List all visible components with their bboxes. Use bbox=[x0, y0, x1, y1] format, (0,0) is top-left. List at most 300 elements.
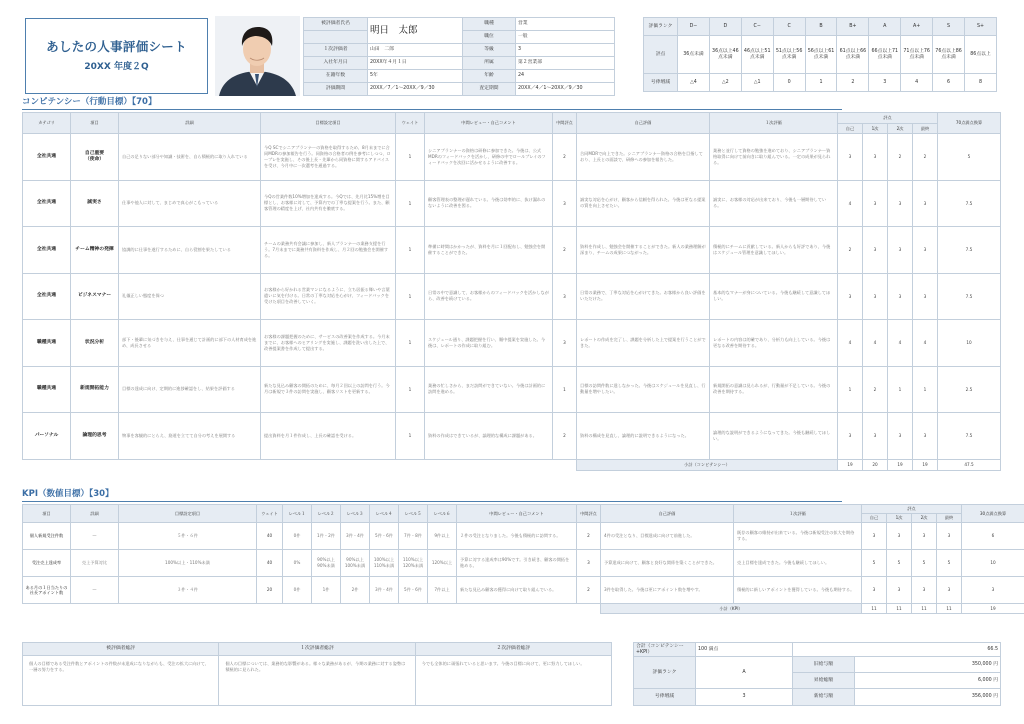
rank-pay-step: △1 bbox=[741, 74, 773, 92]
subtotal-spacer bbox=[23, 459, 577, 470]
competency-score-final: 3 bbox=[913, 413, 938, 460]
competency-score-first: 3 bbox=[863, 413, 888, 460]
kpi-goal: ３件・４件 bbox=[119, 577, 257, 604]
competency-score-final: 2 bbox=[913, 134, 938, 181]
kpi-score-first: 3 bbox=[887, 523, 912, 550]
kpi-col-level: レベル６ bbox=[428, 505, 457, 523]
kpi-col-scores: 評点 bbox=[862, 505, 962, 514]
competency-mid-comment: スケジュール通り、課題把握を行い、順中提案を実施した。今後は、レポートの作成に取り組む。 bbox=[425, 320, 553, 367]
kpi-score-final: 3 bbox=[937, 523, 962, 550]
rank-label: A+ bbox=[901, 18, 933, 36]
total-value: 66.5 bbox=[793, 643, 1001, 657]
info-label-job: 職種 bbox=[463, 18, 516, 31]
kpi-level: 9件以上 bbox=[428, 523, 457, 550]
col-mid-comment: 中間レビュー・自己コメント bbox=[425, 113, 553, 134]
kpi-score-second: 5 bbox=[912, 550, 937, 577]
rank-label: D− bbox=[678, 18, 710, 36]
kpi-row bbox=[23, 550, 1024, 577]
kpi-level: 100%以上 110%未満 bbox=[370, 550, 399, 577]
competency-category: 全社共通 bbox=[23, 273, 71, 320]
competency-detail: 自己の足りない部分や知識・技術を、自ら積極的に取り入れている bbox=[119, 134, 261, 181]
kpi-level: 2件 bbox=[341, 577, 370, 604]
competency-subtotal-converted: 47.5 bbox=[938, 459, 1001, 470]
competency-score-second: 1 bbox=[888, 366, 913, 413]
kpi-score-converted: 3 bbox=[962, 577, 1024, 604]
info-label-tenure: 在籍年数 bbox=[304, 70, 368, 83]
kpi-level: 5件・6件 bbox=[399, 577, 428, 604]
kpi-col-converted: 30点満点換算 bbox=[962, 505, 1024, 523]
old-salary-value: 350,000 円 bbox=[855, 657, 1001, 673]
competency-mid-score: 2 bbox=[553, 413, 577, 460]
kpi-col-weight: ウェイト bbox=[257, 505, 283, 523]
rank-pay-label: 号俸増減 bbox=[644, 74, 678, 92]
competency-weight: 1 bbox=[396, 273, 425, 320]
kpi-level: 3件・4件 bbox=[370, 577, 399, 604]
kpi-divider bbox=[22, 501, 842, 502]
rank-pay-step: 3 bbox=[869, 74, 901, 92]
kpi-score-final: 3 bbox=[937, 577, 962, 604]
col-scores: 評点 bbox=[838, 113, 938, 124]
kpi-first-eval: 売上目標を達成できた。今後も継続してほしい。 bbox=[734, 550, 862, 577]
kpi-level: 0% bbox=[283, 550, 312, 577]
competency-mid-score: 1 bbox=[553, 366, 577, 413]
info-label-eval-period: 評価期間 bbox=[304, 83, 368, 96]
competency-mid-comment: 顧客管理表の整理が遅れている。今後は効率的に、抜け漏れのないように改善を図る。 bbox=[425, 180, 553, 227]
kpi-weight: 40 bbox=[257, 523, 283, 550]
competency-row bbox=[23, 320, 1001, 367]
competency-score-first: 3 bbox=[863, 227, 888, 274]
kpi-level: 0件 bbox=[283, 577, 312, 604]
kpi-subtotal-row bbox=[23, 604, 1024, 614]
kpi-col-detail: 詳細 bbox=[71, 505, 119, 523]
competency-score-first: 3 bbox=[863, 134, 888, 181]
raise-label: 昇給総額 bbox=[793, 673, 855, 689]
kpi-score-converted: 6 bbox=[962, 523, 1024, 550]
info-label-join-date: 入社年月日 bbox=[304, 57, 368, 70]
sheet-period: 20XX 年度２Q bbox=[84, 62, 149, 73]
competency-mid-score: 3 bbox=[553, 180, 577, 227]
info-label-name: 被評価者氏名 bbox=[304, 18, 368, 31]
competency-first-eval: 基本的なマナーが身についている。今後も継続して意識してほしい。 bbox=[710, 273, 838, 320]
kpi-subtotal-final: 11 bbox=[937, 604, 962, 614]
competency-weight: 1 bbox=[396, 227, 425, 274]
kpi-detail: — bbox=[71, 577, 119, 604]
kpi-col-mid-score: 中間評点 bbox=[577, 505, 601, 523]
competency-score-self: 3 bbox=[838, 134, 863, 181]
kpi-score-second: 3 bbox=[912, 523, 937, 550]
kpi-level: 0件 bbox=[283, 523, 312, 550]
rank-header-label: 評価ランク bbox=[644, 18, 678, 36]
competency-section-title: コンピテンシー（行動目標）【70】 bbox=[22, 97, 157, 107]
rank-label: S bbox=[933, 18, 965, 36]
competency-first-eval: 積極的にチームに貢献している。新人からも好評であり、今後はスケジュール管理を意識してほしい。 bbox=[710, 227, 838, 274]
kpi-level: 1件・2件 bbox=[312, 523, 341, 550]
competency-score-final: 1 bbox=[913, 366, 938, 413]
kpi-item: ある月の１日当たりの社長アポイント数 bbox=[23, 577, 71, 604]
info-label-assess-period: 査定期間 bbox=[463, 83, 516, 96]
pay-step-value: 3 bbox=[696, 689, 793, 706]
info-label-evaluator: １次評価者 bbox=[304, 44, 368, 57]
col-goal: 目標設定項目 bbox=[261, 113, 396, 134]
competency-score-second: 3 bbox=[888, 227, 913, 274]
competency-converted: 7.5 bbox=[938, 180, 1001, 227]
competency-first-eval: 論理的な説明ができるようになってきた。今後も継続してほしい。 bbox=[710, 413, 838, 460]
competency-subtotal-row bbox=[23, 459, 1001, 470]
col-weight: ウェイト bbox=[396, 113, 425, 134]
competency-detail: 部下・後輩に気づきを与え、仕事を通じて計画的に部下の人材育成を進め、成長させる bbox=[119, 320, 261, 367]
kpi-col-level: レベル４ bbox=[370, 505, 399, 523]
competency-score-final: 3 bbox=[913, 180, 938, 227]
sheet-title: あしたの人事評価シート bbox=[46, 38, 187, 54]
info-value-age: 24 bbox=[516, 70, 615, 83]
rank-score-range: 51点以上56点未満 bbox=[773, 36, 805, 74]
competency-mid-comment: 日常の中で意識して、お客様からのフィードバックを活かしながら、改善を続けている。 bbox=[425, 273, 553, 320]
competency-row bbox=[23, 366, 1001, 413]
kpi-score-final: 5 bbox=[937, 550, 962, 577]
total-full: 100 満点 bbox=[696, 643, 793, 657]
kpi-mid-score: 2 bbox=[577, 523, 601, 550]
rank-label: B+ bbox=[837, 18, 869, 36]
kpi-col-second: 2次 bbox=[912, 514, 937, 523]
competency-first-eval: 新規開拓の意識は見られるが、行動量が不足している。今後の改善を期待する。 bbox=[710, 366, 838, 413]
kpi-mid-comment: ２件の受注となりました。今後も積極的に訪問する。 bbox=[457, 523, 577, 550]
competency-score-first: 4 bbox=[863, 320, 888, 367]
info-value-tenure: 5年 bbox=[368, 70, 463, 83]
competency-score-self: 4 bbox=[838, 180, 863, 227]
info-value-job: 営業 bbox=[516, 18, 615, 31]
competency-score-second: 4 bbox=[888, 320, 913, 367]
competency-converted: 2.5 bbox=[938, 366, 1001, 413]
competency-item: 状況分析 bbox=[71, 320, 119, 367]
kpi-level: 1件 bbox=[312, 577, 341, 604]
competency-detail: 協調的に仕事を遂行するために、自ら役割を果たしている bbox=[119, 227, 261, 274]
competency-subtotal-self: 19 bbox=[838, 459, 863, 470]
new-salary-label: 新給与額 bbox=[793, 689, 855, 706]
competency-score-self: 3 bbox=[838, 273, 863, 320]
rank-score-range: 36点以上46点未満 bbox=[709, 36, 741, 74]
col-self: 自己 bbox=[838, 124, 863, 134]
info-label-blank bbox=[304, 31, 368, 44]
review-self-text: 個人の目標である受注件数とアポイントの件数が未達成になりながらも、受注の拡大に向けて、一層の努力をする。 bbox=[23, 656, 219, 706]
competency-score-final: 3 bbox=[913, 227, 938, 274]
kpi-col-level: レベル１ bbox=[283, 505, 312, 523]
kpi-self-eval: 3件を取得した。今後は更にアポイント数を増やす。 bbox=[601, 577, 734, 604]
competency-score-first: 3 bbox=[863, 273, 888, 320]
kpi-weight: 20 bbox=[257, 577, 283, 604]
competency-category: 全社共通 bbox=[23, 180, 71, 227]
kpi-col-mid-comment: 中間レビュー・自己コメント bbox=[457, 505, 577, 523]
kpi-level: 120%以上 bbox=[428, 550, 457, 577]
kpi-col-goal: 目標設定項目 bbox=[119, 505, 257, 523]
competency-row bbox=[23, 413, 1001, 460]
competency-mid-comment: 資料の作成はできているが、論理的な構成に課題がある。 bbox=[425, 413, 553, 460]
totals-table bbox=[633, 642, 1001, 706]
competency-divider bbox=[22, 109, 842, 110]
competency-row bbox=[23, 134, 1001, 181]
kpi-goal: ５件・６件 bbox=[119, 523, 257, 550]
rank-score-range: 86点以上 bbox=[965, 36, 997, 74]
rank-pay-step: 2 bbox=[837, 74, 869, 92]
kpi-first-eval: 積極的に新しいアポイントを獲得している。今後も期待する。 bbox=[734, 577, 862, 604]
competency-row bbox=[23, 227, 1001, 274]
col-category: カテゴリ bbox=[23, 113, 71, 134]
kpi-row bbox=[23, 577, 1024, 604]
competency-mid-comment: シニアプランナーの資格は研修に参加できた。今後は、公式MDRのフィードバックを活かし、研修の中でロールプレイのフィードバックを次回に活かせるように改善する。 bbox=[425, 134, 553, 181]
col-converted: 70点満点換算 bbox=[938, 113, 1001, 134]
kpi-score-first: 3 bbox=[887, 577, 912, 604]
competency-score-second: 3 bbox=[888, 273, 913, 320]
info-value-position: 一般 bbox=[516, 31, 615, 44]
rank-label: A bbox=[869, 18, 901, 36]
competency-converted: 7.5 bbox=[938, 273, 1001, 320]
competency-self-eval: 資料を作成し、勉強会を開催することができた。新人の業務理解が深まり、チームの成果につながった。 bbox=[577, 227, 710, 274]
competency-mid-comment: 準備に時間はかかったが、資料を月に１回配布し、勉強会を開催することができた。 bbox=[425, 227, 553, 274]
kpi-score-self: 3 bbox=[862, 523, 887, 550]
pay-step-label: 号俸増減 bbox=[634, 689, 696, 706]
kpi-detail: — bbox=[71, 523, 119, 550]
kpi-level: 90%以上 100%未満 bbox=[341, 550, 370, 577]
kpi-subtotal-label: 小計（KPI） bbox=[601, 604, 862, 614]
kpi-col-self: 自己 bbox=[862, 514, 887, 523]
competency-score-self: 2 bbox=[838, 227, 863, 274]
competency-weight: 1 bbox=[396, 366, 425, 413]
kpi-col-self-eval: 自己評価 bbox=[601, 505, 734, 523]
kpi-col-first-eval: １次評価 bbox=[734, 505, 862, 523]
kpi-goal: 100%以上・110%未満 bbox=[119, 550, 257, 577]
kpi-weight: 40 bbox=[257, 550, 283, 577]
info-value-name: 明日 太郎 bbox=[368, 18, 463, 44]
review-first-label: １次評価者総評 bbox=[219, 643, 415, 656]
competency-score-first: 2 bbox=[863, 366, 888, 413]
competency-converted: 7.5 bbox=[938, 227, 1001, 274]
info-value-assess-period: 20XX／4／1～20XX／9／30 bbox=[516, 83, 615, 96]
info-value-eval-period: 20XX／7／1～20XX／9／30 bbox=[368, 83, 463, 96]
rank-score-range: 61点以上66点未満 bbox=[837, 36, 869, 74]
competency-item: 論理的思考 bbox=[71, 413, 119, 460]
competency-detail: 物事を客観的にとらえ、筋道を立てて自分の考えを展開する bbox=[119, 413, 261, 460]
kpi-self-eval: 4件の受注となり、目標達成に向けて前進した。 bbox=[601, 523, 734, 550]
competency-first-eval: 誠実に、お客様の対応が出来ており、今後も一層期待している。 bbox=[710, 180, 838, 227]
kpi-item: 個人新規受注件数 bbox=[23, 523, 71, 550]
col-mid-score: 中間評点 bbox=[553, 113, 577, 134]
col-item: 項目 bbox=[71, 113, 119, 134]
competency-self-eval: 誠実な対応を心がけ、顧客から信頼を得られた。今後は更なる提案の質を向上させたい。 bbox=[577, 180, 710, 227]
competency-mid-score: 3 bbox=[553, 273, 577, 320]
info-label-age: 年齢 bbox=[463, 70, 516, 83]
info-value-grade: 3 bbox=[516, 44, 615, 57]
kpi-col-level: レベル５ bbox=[399, 505, 428, 523]
competency-subtotal-second: 19 bbox=[888, 459, 913, 470]
kpi-item: 受注売上達成率 bbox=[23, 550, 71, 577]
competency-weight: 1 bbox=[396, 180, 425, 227]
competency-weight: 1 bbox=[396, 413, 425, 460]
kpi-mid-score: 2 bbox=[577, 577, 601, 604]
review-table bbox=[22, 642, 612, 706]
info-label-grade: 等級 bbox=[463, 44, 516, 57]
competency-score-self: 1 bbox=[838, 366, 863, 413]
competency-converted: 5 bbox=[938, 134, 1001, 181]
total-label: 合計（コンピテンシー+KPI） bbox=[634, 643, 696, 657]
competency-item: 誠実さ bbox=[71, 180, 119, 227]
rank-score-range: 71点以上76点未満 bbox=[901, 36, 933, 74]
kpi-level: 110%以上 120%未満 bbox=[399, 550, 428, 577]
kpi-score-converted: 10 bbox=[962, 550, 1024, 577]
competency-score-self: 4 bbox=[838, 320, 863, 367]
competency-subtotal-final: 19 bbox=[913, 459, 938, 470]
competency-self-eval: 合同MDRで向上できた。シニアプランナー資格の合格を目指しており、上長との面談で、研修への参加を報告した。 bbox=[577, 134, 710, 181]
competency-goal: 提出資料を月１件作成し、上長の確認を受ける。 bbox=[261, 413, 396, 460]
kpi-subtotal-converted: 19 bbox=[962, 604, 1024, 614]
col-final: 最終 bbox=[913, 124, 938, 134]
competency-goal: 新たな見込み顧客の開拓のために、毎月２回以上の訪問を行う。今月は新規で３件の訪問を実施し、顧客リストを更新する。 bbox=[261, 366, 396, 413]
competency-first-eval: レポートの内容は的確であり、分析力も向上している。今後は更なる改善を期待する。 bbox=[710, 320, 838, 367]
competency-self-eval: 目標の訪問件数に達しなかった。今後はスケジュールを見直し、行動量を増やしたい。 bbox=[577, 366, 710, 413]
competency-mid-comment: 業務の忙しさから、まだ訪問ができていない。今後は計画的に訪問を進める。 bbox=[425, 366, 553, 413]
rank-pay-step: 0 bbox=[773, 74, 805, 92]
rank-pay-step: △2 bbox=[709, 74, 741, 92]
kpi-level: 7件・8件 bbox=[399, 523, 428, 550]
kpi-col-level: レベル３ bbox=[341, 505, 370, 523]
competency-goal: チームの業務共有会議に参加し、新人プランナーの業務支援を行う。7月末までに業務共有資料を作成し、月２回の勉強会を開催する。 bbox=[261, 227, 396, 274]
competency-category: パーソナル bbox=[23, 413, 71, 460]
rank-label: S+ bbox=[965, 18, 997, 36]
rank-label: C− bbox=[741, 18, 773, 36]
kpi-subtotal-second: 11 bbox=[912, 604, 937, 614]
kpi-self-eval: 予算達成に向けて、顧客と良好な関係を築くことができた。 bbox=[601, 550, 734, 577]
kpi-col-level: レベル２ bbox=[312, 505, 341, 523]
rank-label: D bbox=[709, 18, 741, 36]
competency-category: 全社共通 bbox=[23, 134, 71, 181]
rank-table bbox=[643, 17, 997, 92]
review-self-label: 被評価者総評 bbox=[23, 643, 219, 656]
competency-goal: 今Qの営業件数10%増加を達成する。今Qでは、先月比15%増を目標とし、お客様に対して、予算内での丁寧な提案を行う。また、顧客管理の精度を上げ、社内共有を徹底する。 bbox=[261, 180, 396, 227]
rank-pay-step: 8 bbox=[965, 74, 997, 92]
col-first: 1次 bbox=[863, 124, 888, 134]
kpi-subtotal-self: 11 bbox=[862, 604, 887, 614]
kpi-row bbox=[23, 523, 1024, 550]
competency-item: ビジネスマナー bbox=[71, 273, 119, 320]
competency-detail: 礼儀正しい態度を保つ bbox=[119, 273, 261, 320]
competency-category: 職種共通 bbox=[23, 320, 71, 367]
kpi-detail: 売上予算対比 bbox=[71, 550, 119, 577]
competency-goal: 今Q SCでシニアプランナーの資格を取得するため、8月末までに合同MDRの参加報告を行う。同資格の合格者の例を参考にしつつ、ロープレを実施し、その後上長・先輩から同資格に関するアドバイスを受け、今月中に一次選考を通過する。 bbox=[261, 134, 396, 181]
competency-mid-score: 3 bbox=[553, 320, 577, 367]
info-value-evaluator: 山田 二郎 bbox=[368, 44, 463, 57]
competency-goal: お客様の課題把握のために、サービスの改善案を作成する。今月末までに、お客様へのヒアリングを実施し、課題を洗い出した上で、改善提案書を作成して提出する。 bbox=[261, 320, 396, 367]
competency-mid-score: 2 bbox=[553, 227, 577, 274]
rank-pay-step: 6 bbox=[933, 74, 965, 92]
competency-category: 全社共通 bbox=[23, 227, 71, 274]
review-first-text: 個人の目標については、業務的な影響がある。様々な業務があるが、今期の業務に対する姿勢は積極的に見られた。 bbox=[219, 656, 415, 706]
competency-self-eval: 日常の業務で、丁寧な対応を心がけてきた。お客様から良い評価をいただけた。 bbox=[577, 273, 710, 320]
kpi-section-title: KPI（数値目標）【30】 bbox=[22, 489, 114, 499]
info-label-position: 職位 bbox=[463, 31, 516, 44]
competency-score-second: 3 bbox=[888, 413, 913, 460]
competency-weight: 1 bbox=[396, 134, 425, 181]
info-value-join-date: 20XX年４月１日 bbox=[368, 57, 463, 70]
competency-self-eval: 資料の構成を見直し、論理的に説明できるようになった。 bbox=[577, 413, 710, 460]
competency-score-second: 3 bbox=[888, 180, 913, 227]
competency-detail: 仕事や他人に対して、まじめで真心がこもっている bbox=[119, 180, 261, 227]
col-first-eval: １次評価 bbox=[710, 113, 838, 134]
info-label-department: 所属 bbox=[463, 57, 516, 70]
competency-weight: 1 bbox=[396, 320, 425, 367]
employee-photo bbox=[215, 16, 300, 96]
competency-converted: 10 bbox=[938, 320, 1001, 367]
raise-value: 6,000 円 bbox=[855, 673, 1001, 689]
competency-score-self: 3 bbox=[838, 413, 863, 460]
employee-info-table bbox=[303, 17, 615, 96]
review-second-label: ２次評価者総評 bbox=[415, 643, 611, 656]
competency-converted: 7.5 bbox=[938, 413, 1001, 460]
rank-label: C bbox=[773, 18, 805, 36]
info-value-department: 第２営業部 bbox=[516, 57, 615, 70]
rank-score-range: 46点以上51点未満 bbox=[741, 36, 773, 74]
kpi-col-item: 項目 bbox=[23, 505, 71, 523]
rank-label: B bbox=[805, 18, 837, 36]
competency-goal: お客様から好かれる営業マンになるように、立ち居振る舞いや言葉遣いに気を付ける。日常の丁寧な対応を心がけ、フィードバックを受けた項目を改善していく。 bbox=[261, 273, 396, 320]
rank-score-range: 56点以上61点未満 bbox=[805, 36, 837, 74]
competency-item: 自己重要 （使命） bbox=[71, 134, 119, 181]
competency-category: 職種共通 bbox=[23, 366, 71, 413]
kpi-col-final: 最終 bbox=[937, 514, 962, 523]
competency-row bbox=[23, 180, 1001, 227]
kpi-first-eval: 既存の顧客の維持が出来ている。今後は新規受注の拡大を期待する。 bbox=[734, 523, 862, 550]
review-second-text: 今でも全体的に頑張れていると思います。今後の目標に向けて、更に努力してほしい。 bbox=[415, 656, 611, 706]
competency-score-final: 3 bbox=[913, 273, 938, 320]
kpi-subtotal-first: 11 bbox=[887, 604, 912, 614]
competency-first-eval: 業務と並行して資格の勉強を進めており、シニアプランナー資格取得に向けて前向きに取り組んでいる。一定の成果が見られる。 bbox=[710, 134, 838, 181]
kpi-score-first: 5 bbox=[887, 550, 912, 577]
competency-score-final: 4 bbox=[913, 320, 938, 367]
kpi-table bbox=[22, 504, 1024, 614]
competency-score-second: 2 bbox=[888, 134, 913, 181]
col-second: 2次 bbox=[888, 124, 913, 134]
competency-self-eval: レポートの作成を完了し、課題を分析した上で提案を行うことができた。 bbox=[577, 320, 710, 367]
subtotal-spacer bbox=[23, 604, 601, 614]
kpi-level: 90%以上 90%未満 bbox=[312, 550, 341, 577]
competency-item: 新規開拓能力 bbox=[71, 366, 119, 413]
old-salary-label: 旧給与額 bbox=[793, 657, 855, 673]
kpi-level: 3件・4件 bbox=[341, 523, 370, 550]
rank-pay-step: △4 bbox=[678, 74, 710, 92]
rank-result-value: A bbox=[696, 657, 793, 689]
kpi-mid-comment: 予算に対する達成率は90%です。引き続き、顧客の開拓を進める。 bbox=[457, 550, 577, 577]
competency-row bbox=[23, 273, 1001, 320]
kpi-col-first: 1次 bbox=[887, 514, 912, 523]
kpi-score-second: 3 bbox=[912, 577, 937, 604]
rank-score-range: 36点未満 bbox=[678, 36, 710, 74]
competency-subtotal-label: 小計（コンピテンシー） bbox=[577, 459, 838, 470]
new-salary-value: 356,000 円 bbox=[855, 689, 1001, 706]
kpi-level: 7件以上 bbox=[428, 577, 457, 604]
kpi-level: 5件・6件 bbox=[370, 523, 399, 550]
rank-pay-step: 4 bbox=[901, 74, 933, 92]
kpi-score-self: 5 bbox=[862, 550, 887, 577]
competency-subtotal-first: 20 bbox=[863, 459, 888, 470]
rank-score-range: 76点以上86点未満 bbox=[933, 36, 965, 74]
kpi-score-self: 3 bbox=[862, 577, 887, 604]
rank-pay-step: 1 bbox=[805, 74, 837, 92]
competency-item: チーム精神の発揮 bbox=[71, 227, 119, 274]
kpi-mid-score: 3 bbox=[577, 550, 601, 577]
rank-score-range: 66点以上71点未満 bbox=[869, 36, 901, 74]
rank-result-label: 評価ランク bbox=[634, 657, 696, 689]
competency-score-first: 3 bbox=[863, 180, 888, 227]
col-detail: 詳細 bbox=[119, 113, 261, 134]
competency-detail: 目標の達成に向け、定期的に進捗確認をし、結果を評価する bbox=[119, 366, 261, 413]
competency-mid-score: 2 bbox=[553, 134, 577, 181]
